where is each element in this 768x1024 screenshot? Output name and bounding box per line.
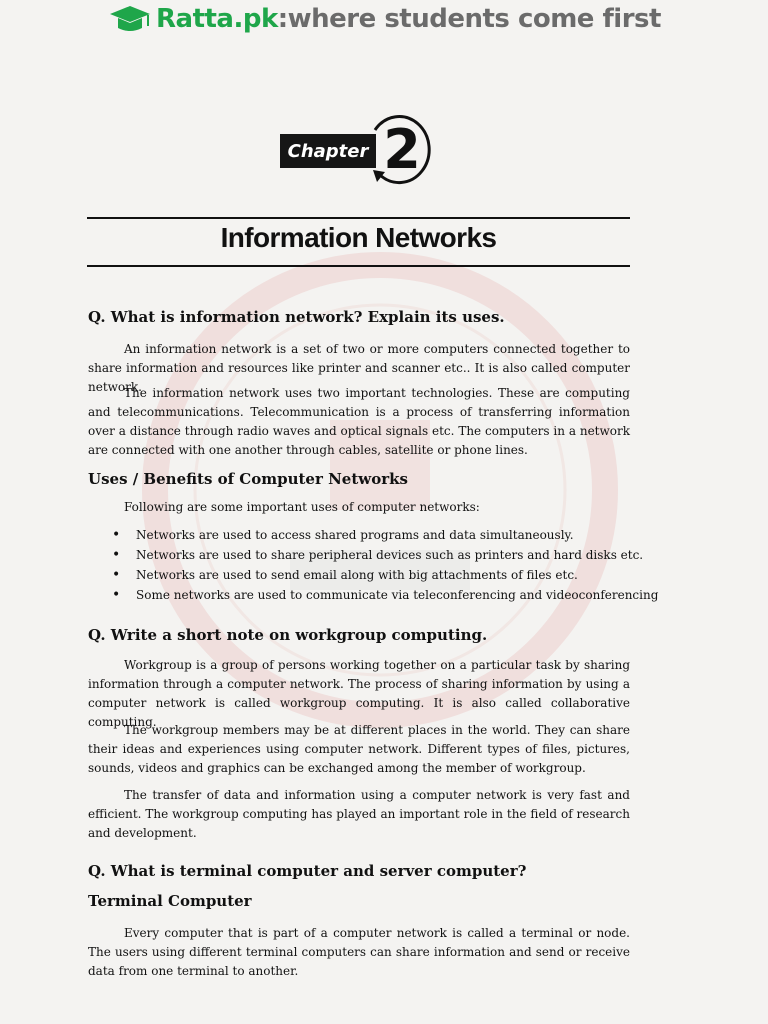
graduation-cap-icon (108, 4, 152, 34)
paragraph: Every computer that is part of a computer network is called a terminal or node. The users using different terminal computers can share information and send or receive data from one terminal to another. (88, 926, 630, 978)
chapter-label: Chapter (280, 134, 376, 168)
brand-tagline: :where students come first (277, 4, 661, 34)
paragraph: An information network is a set of two or more computers connected together to share information and resources like printer and scanner etc.. It is also called computer network. (88, 342, 630, 394)
page-title: Information Networks (220, 222, 497, 253)
list-item: • Networks are used to share peripheral devices such as printers and hard disks etc. (112, 545, 658, 565)
list-item: • Networks are used to access shared programs and data simultaneously. (112, 525, 658, 545)
uses-list (112, 525, 658, 605)
paragraph: The transfer of data and information using a computer network is very fast and efficient. The workgroup computing has played an important role in the field of research and development. (88, 788, 630, 840)
paragraph: Following are some important uses of computer networks: (124, 500, 480, 514)
question-heading: Q. What is terminal computer and server computer? (88, 862, 527, 880)
paragraph: Workgroup is a group of persons working together on a particular task by sharing information through a computer network. The process of sharing information by using a computer network is called workgroup computing. It is also called collaborative computing. (88, 658, 630, 729)
brand-name: Ratta.pk (156, 4, 278, 34)
paragraph: The information network uses two important technologies. These are computing and telecommunications. Telecommunication is a process of transferring information over a distance through radio waves and optical signals etc. The computers in a network are connected with one another through cables, satellite or phone lines. (88, 386, 630, 457)
question-heading: Q. Write a short note on workgroup computing. (88, 626, 488, 644)
chapter-number: 2 (383, 118, 421, 181)
list-item: • Networks are used to send email along with big attachments of files etc. (112, 565, 658, 585)
section-heading: Uses / Benefits of Computer Networks (88, 470, 408, 488)
paragraph: The workgroup members may be at different places in the world. They can share their ideas and experiences using computer network. Different types of files, pictures, sounds, videos and graphics can be exchanged among the member of workgroup. (88, 723, 630, 775)
list-item: • Some networks are used to communicate via teleconferencing and videoconferencing (112, 585, 658, 605)
title-rule-bottom (87, 265, 630, 267)
question-heading: Q. What is information network? Explain its uses. (88, 308, 505, 326)
title-rule-top (87, 217, 630, 219)
site-banner (108, 2, 661, 36)
section-heading: Terminal Computer (88, 892, 252, 910)
